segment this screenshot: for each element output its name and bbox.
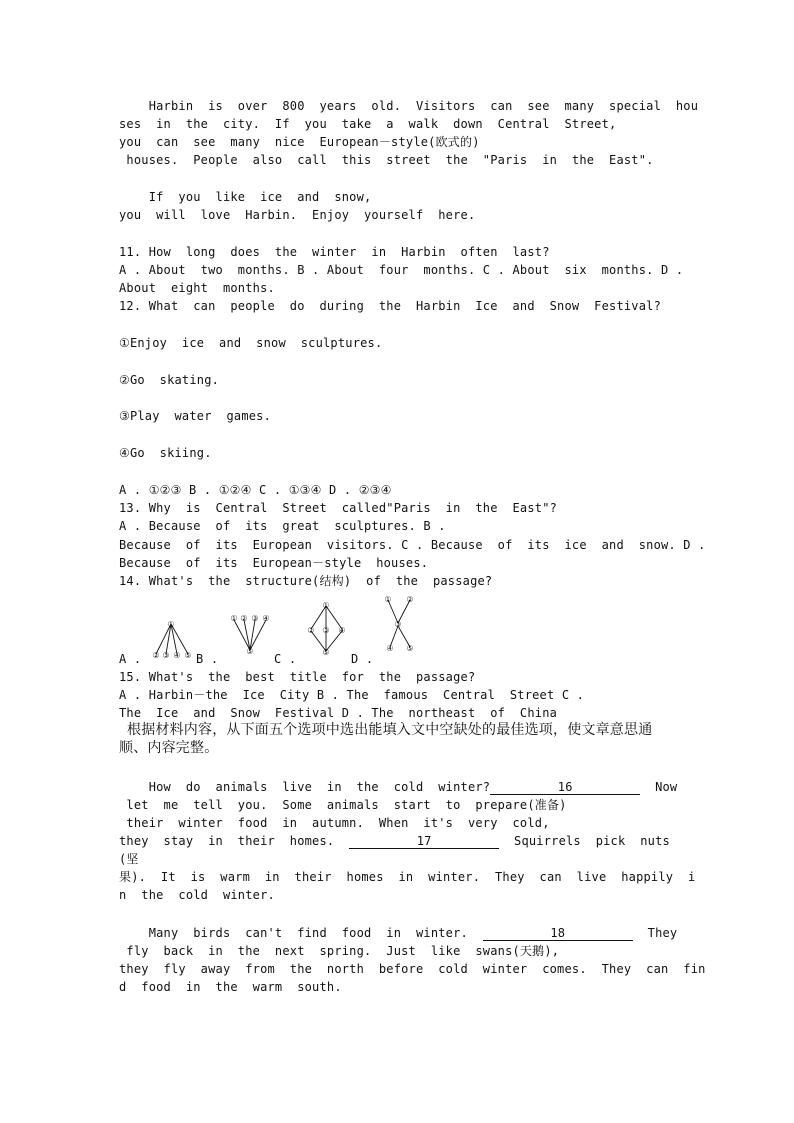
cloze-line: fly back in the next spring. Just like swans(天鹅), [119,944,560,958]
passage-line: houses. People also call this street the "Paris in the East". [119,153,654,167]
option-a-label: A . [119,652,142,666]
passage-line: you can see many nice European－style(欧式的) [119,135,480,149]
node-2: ② [406,595,414,604]
question-13-options: A . Because of its great sculptures. B . [119,519,446,533]
node-4: ④ [173,651,181,660]
question-14: 14. What's the structure(结构) of the passage? [119,574,493,588]
option-d-label: D . [351,652,374,666]
cloze-line [119,833,679,849]
passage-line: Harbin is over 800 years old. Visitors can see many special hou [119,99,699,113]
question-15-options: A . Harbin－the Ice City B . The famous Central Street C . [119,688,585,702]
option-c-label: C . [274,652,297,666]
question-12-item: ④Go skiing. [119,446,212,460]
cloze-line [119,779,679,795]
question-13: 13. Why is Central Street called"Paris in the East"? [119,501,558,515]
question-12-item: ①Enjoy ice and snow sculptures. [119,336,383,350]
question-15-options: The Ice and Snow Festival D . The northeast of China [119,706,558,720]
question-11-options: About eight months. [119,281,275,295]
node-3: ③ [394,620,402,629]
node-2: ② [307,626,315,635]
blank-16[interactable]: 16 [490,780,640,795]
passage-line: ses in the city. If you take a walk down Central Street, [119,117,617,131]
section-instruction: 顺、内容完整。 [119,740,219,756]
cloze-text: They [632,926,678,940]
cloze-text: they stay in their homes. [119,834,350,848]
question-13-options: Because of its European－style houses. [119,556,429,570]
cloze-text: Squirrels pick nuts [499,834,670,848]
node-5: ⑤ [184,651,192,660]
blank-18[interactable]: 18 [483,926,633,941]
node-3: ③ [251,614,259,623]
option-b-label: B . [196,652,219,666]
node-3: ③ [162,651,170,660]
passage-line: If you like ice and snow, [119,190,372,204]
section-instruction: 根据材料内容，从下面五个选项中选出能填入文中空缺处的最佳选项，使文章意思通 [127,722,653,738]
cloze-text: How do animals live in the cold winter? [119,780,491,794]
structure-diagram-c [300,596,356,662]
node-5: ⑤ [322,648,330,657]
node-3: ③ [322,626,330,635]
node-4: ④ [338,626,346,635]
node-5: ⑤ [246,647,254,656]
cloze-line: n the cold winter. [119,888,275,902]
question-13-options: Because of its European visitors. C . Because of its ice and snow. D . [119,538,706,552]
cloze-line: 果). It is warm in their homes in winter. They can live happily i [119,870,696,884]
node-1: ① [322,601,330,610]
node-1: ① [167,620,175,629]
cloze-line: they fly away from the north before cold winter comes. They can fin [119,962,706,976]
question-12: 12. What can people do during the Harbin Ice and Snow Festival? [119,299,661,313]
passage-line: you will love Harbin. Enjoy yourself here. [119,208,476,222]
cloze-line: their winter food in autumn. When it's very cold, [119,816,550,830]
cloze-line: let me tell you. Some animals start to prepare(准备) [119,798,567,812]
node-1: ① [384,595,392,604]
node-5: ⑤ [406,644,414,653]
blank-17[interactable]: 17 [349,834,499,849]
node-4: ④ [386,644,394,653]
cloze-line: (坚 [119,852,139,866]
cloze-line: d food in the warm south. [119,980,342,994]
structure-diagram-d [376,590,428,656]
question-11-options: A . About two months. B . About four months. C . About six months. D . [119,263,684,277]
node-1: ① [230,614,238,623]
question-12-item: ③Play water games. [119,409,272,423]
node-4: ④ [262,614,270,623]
node-2: ② [240,614,248,623]
structure-diagram-b [226,608,278,658]
cloze-text: Now [640,780,678,794]
question-15: 15. What's the best title for the passage? [119,670,476,684]
cloze-line [119,925,679,941]
cloze-text: Many birds can't find food in winter. [119,926,483,940]
question-12-options: A . ①②③ B . ①②④ C . ①③④ D . ②③④ [119,483,392,497]
node-2: ② [152,651,160,660]
structure-diagram-a [146,614,202,664]
question-12-item: ②Go skating. [119,373,220,387]
question-11: 11. How long does the winter in Harbin often last? [119,245,550,259]
